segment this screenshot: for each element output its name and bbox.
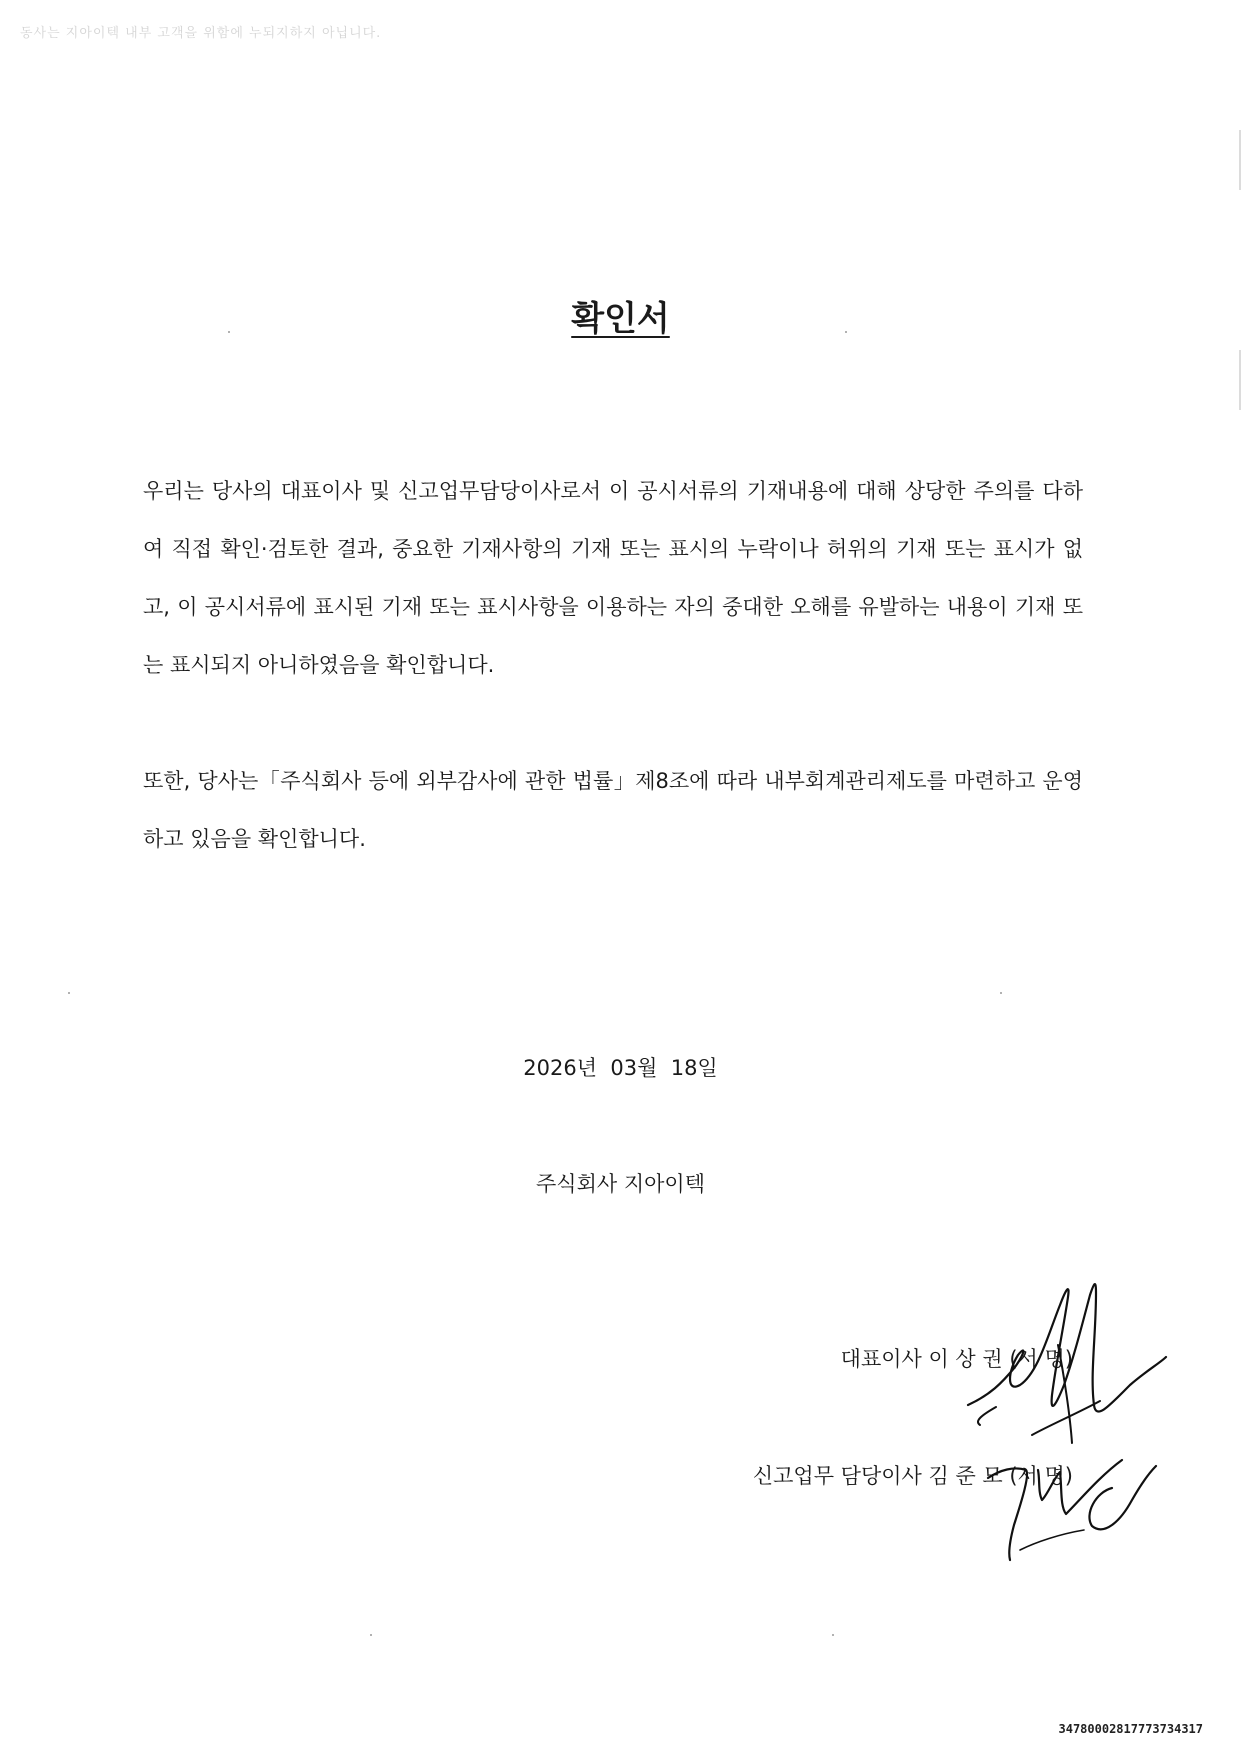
officer-signature-line: 신고업무 담당이사 김 준 모 (서 명) — [752, 1464, 1073, 1488]
scan-dot — [845, 331, 847, 333]
document-date: 2026년 03월 18일 — [523, 1056, 718, 1080]
scan-dot — [228, 331, 230, 333]
scan-dot — [68, 992, 70, 994]
header-note: 동사는 지아이텍 내부 고객을 위함에 누되지하지 아닙니다. — [20, 26, 382, 41]
scan-dot — [370, 1634, 372, 1636]
officer-handwritten-signature — [980, 1430, 1160, 1575]
ceo-signature-line: 대표이사 이 상 권 (서 명) — [840, 1347, 1073, 1371]
document-number: 34780002817773734317 — [1058, 1722, 1203, 1736]
company-name: 주식회사 지아이텍 — [536, 1172, 705, 1196]
confirmation-paragraph: 우리는 당사의 대표이사 및 신고업무담당이사로서 이 공시서류의 기재내용에 대해 상당한 주의를 다하여 직접 확인·검토한 결과, 중요한 기재사항의 기재 또는 표시의 누락이나 허위의 기재 또는 표시가 없고, 이 공시서류에 표시된 기재 또는 표시사항을 이용하는 자의 중대한 오해를 유발하는 내용이 기재 또는 표시되지 아니하였음을 확인합니다. — [143, 479, 1083, 677]
scan-dot — [832, 1634, 834, 1636]
scan-dot — [1000, 992, 1002, 994]
internal-control-paragraph: 또한, 당사는「주식회사 등에 외부감사에 관한 법률」제8조에 따라 내부회계관리제도를 마련하고 운영하고 있음을 확인합니다. — [143, 769, 1083, 851]
document-title: 확인서 — [571, 298, 670, 339]
